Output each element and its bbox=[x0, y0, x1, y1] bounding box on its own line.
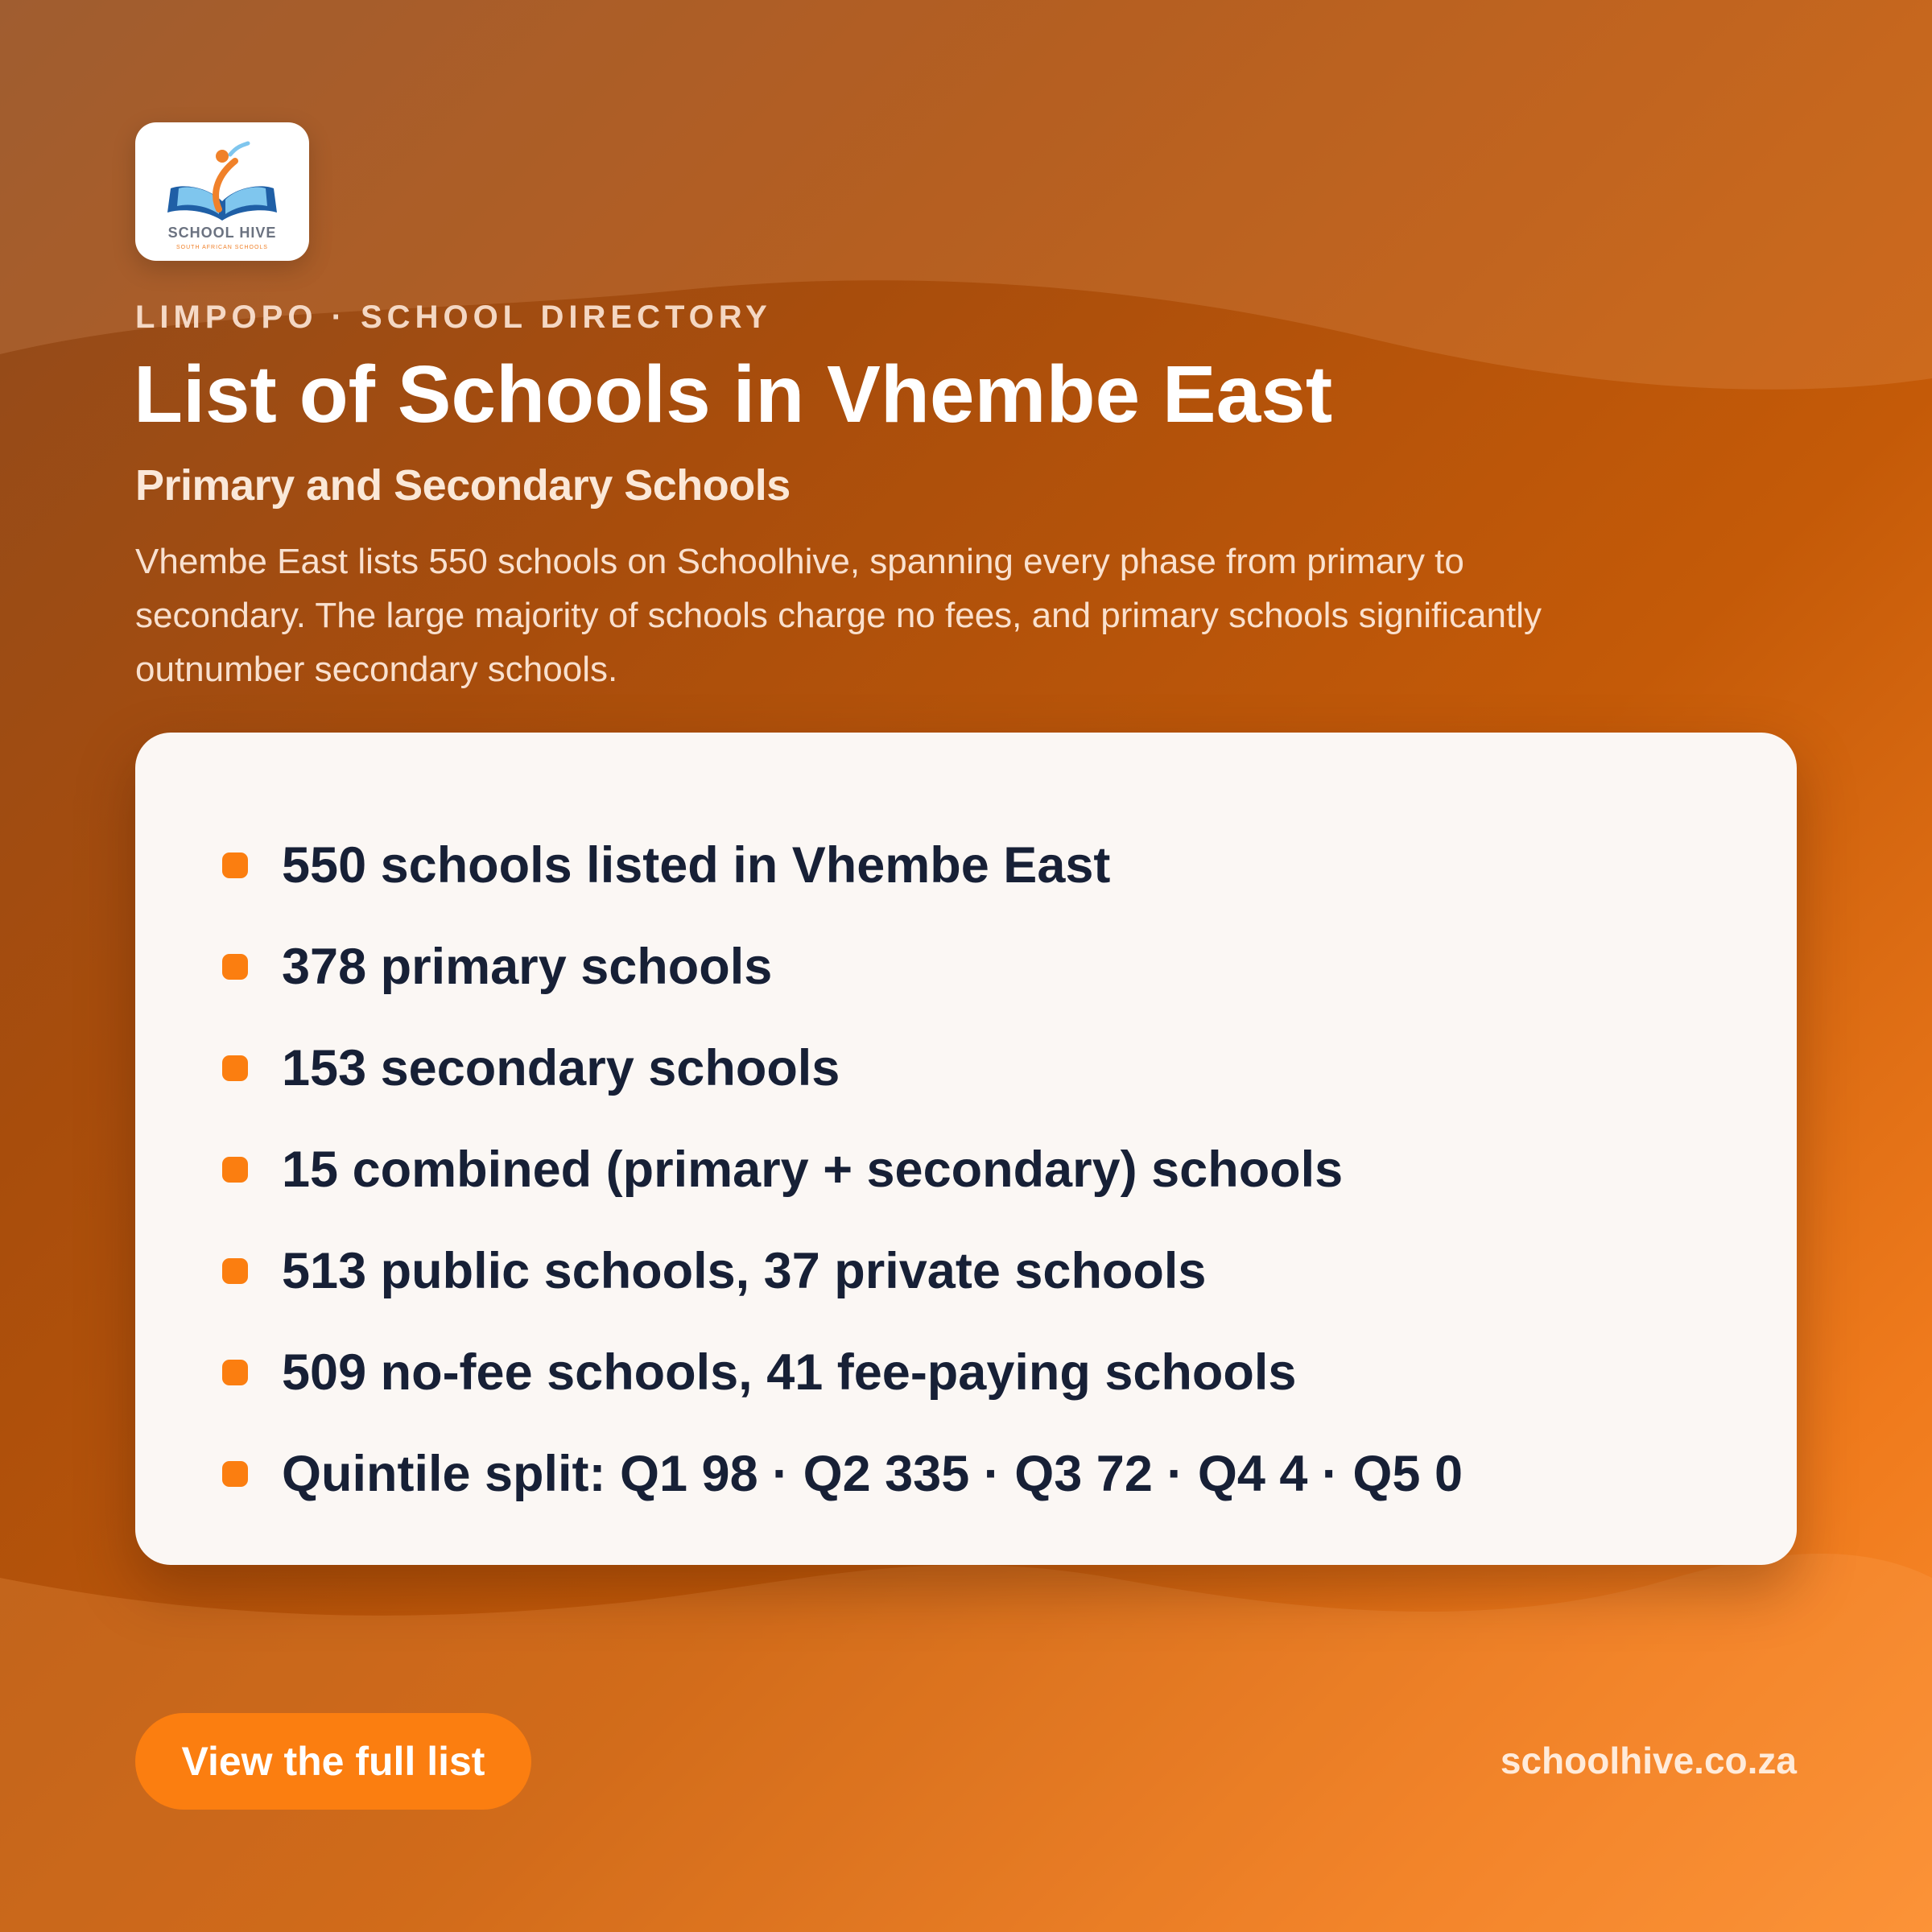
fact-item bbox=[222, 1220, 1463, 1322]
fact-text: 550 schools listed in Vhembe East bbox=[282, 837, 1111, 894]
fact-item bbox=[222, 815, 1463, 916]
fact-text: 378 primary schools bbox=[282, 939, 773, 995]
bullet-icon bbox=[222, 1258, 248, 1284]
fact-item bbox=[222, 1322, 1463, 1423]
view-full-list-button[interactable]: View the full list bbox=[135, 1713, 531, 1810]
bullet-icon bbox=[222, 852, 248, 878]
fact-text: 513 public schools, 37 private schools bbox=[282, 1243, 1207, 1299]
svg-text:SOUTH AFRICAN SCHOOLS: SOUTH AFRICAN SCHOOLS bbox=[176, 245, 268, 250]
fact-item bbox=[222, 1018, 1463, 1119]
bullet-icon bbox=[222, 1055, 248, 1081]
fact-item bbox=[222, 916, 1463, 1018]
page-subtitle: Primary and Secondary Schools bbox=[135, 461, 791, 510]
site-url: schoolhive.co.za bbox=[1500, 1740, 1797, 1781]
fact-text: 153 secondary schools bbox=[282, 1040, 840, 1096]
fact-item bbox=[222, 1423, 1463, 1525]
bullet-icon bbox=[222, 1461, 248, 1487]
fact-text: 509 no-fee schools, 41 fee-paying schools bbox=[282, 1344, 1297, 1401]
page-title: List of Schools in Vhembe East bbox=[134, 349, 1333, 440]
fact-item bbox=[222, 1119, 1463, 1220]
fact-text: 15 combined (primary + secondary) schools bbox=[282, 1141, 1344, 1198]
bullet-icon bbox=[222, 1360, 248, 1385]
logo bbox=[135, 122, 309, 261]
description: Vhembe East lists 550 schools on Schoolhive, spanning every phase from primary to secondary. The large majority of schools charge no fees, and primary schools significantly outnumber secondary schools. bbox=[135, 542, 1542, 689]
svg-text:SCHOOL HIVE: SCHOOL HIVE bbox=[167, 225, 277, 241]
book-with-person-icon bbox=[135, 122, 309, 261]
facts-card bbox=[135, 733, 1797, 1565]
fact-text: Quintile split: Q1 98 · Q2 335 · Q3 72 · Q4 4 · Q5 0 bbox=[282, 1446, 1463, 1502]
bullet-icon bbox=[222, 1157, 248, 1183]
facts-list bbox=[222, 815, 1463, 1525]
bullet-icon bbox=[222, 954, 248, 980]
eyebrow-label: LIMPOPO · SCHOOL DIRECTORY bbox=[135, 299, 772, 335]
